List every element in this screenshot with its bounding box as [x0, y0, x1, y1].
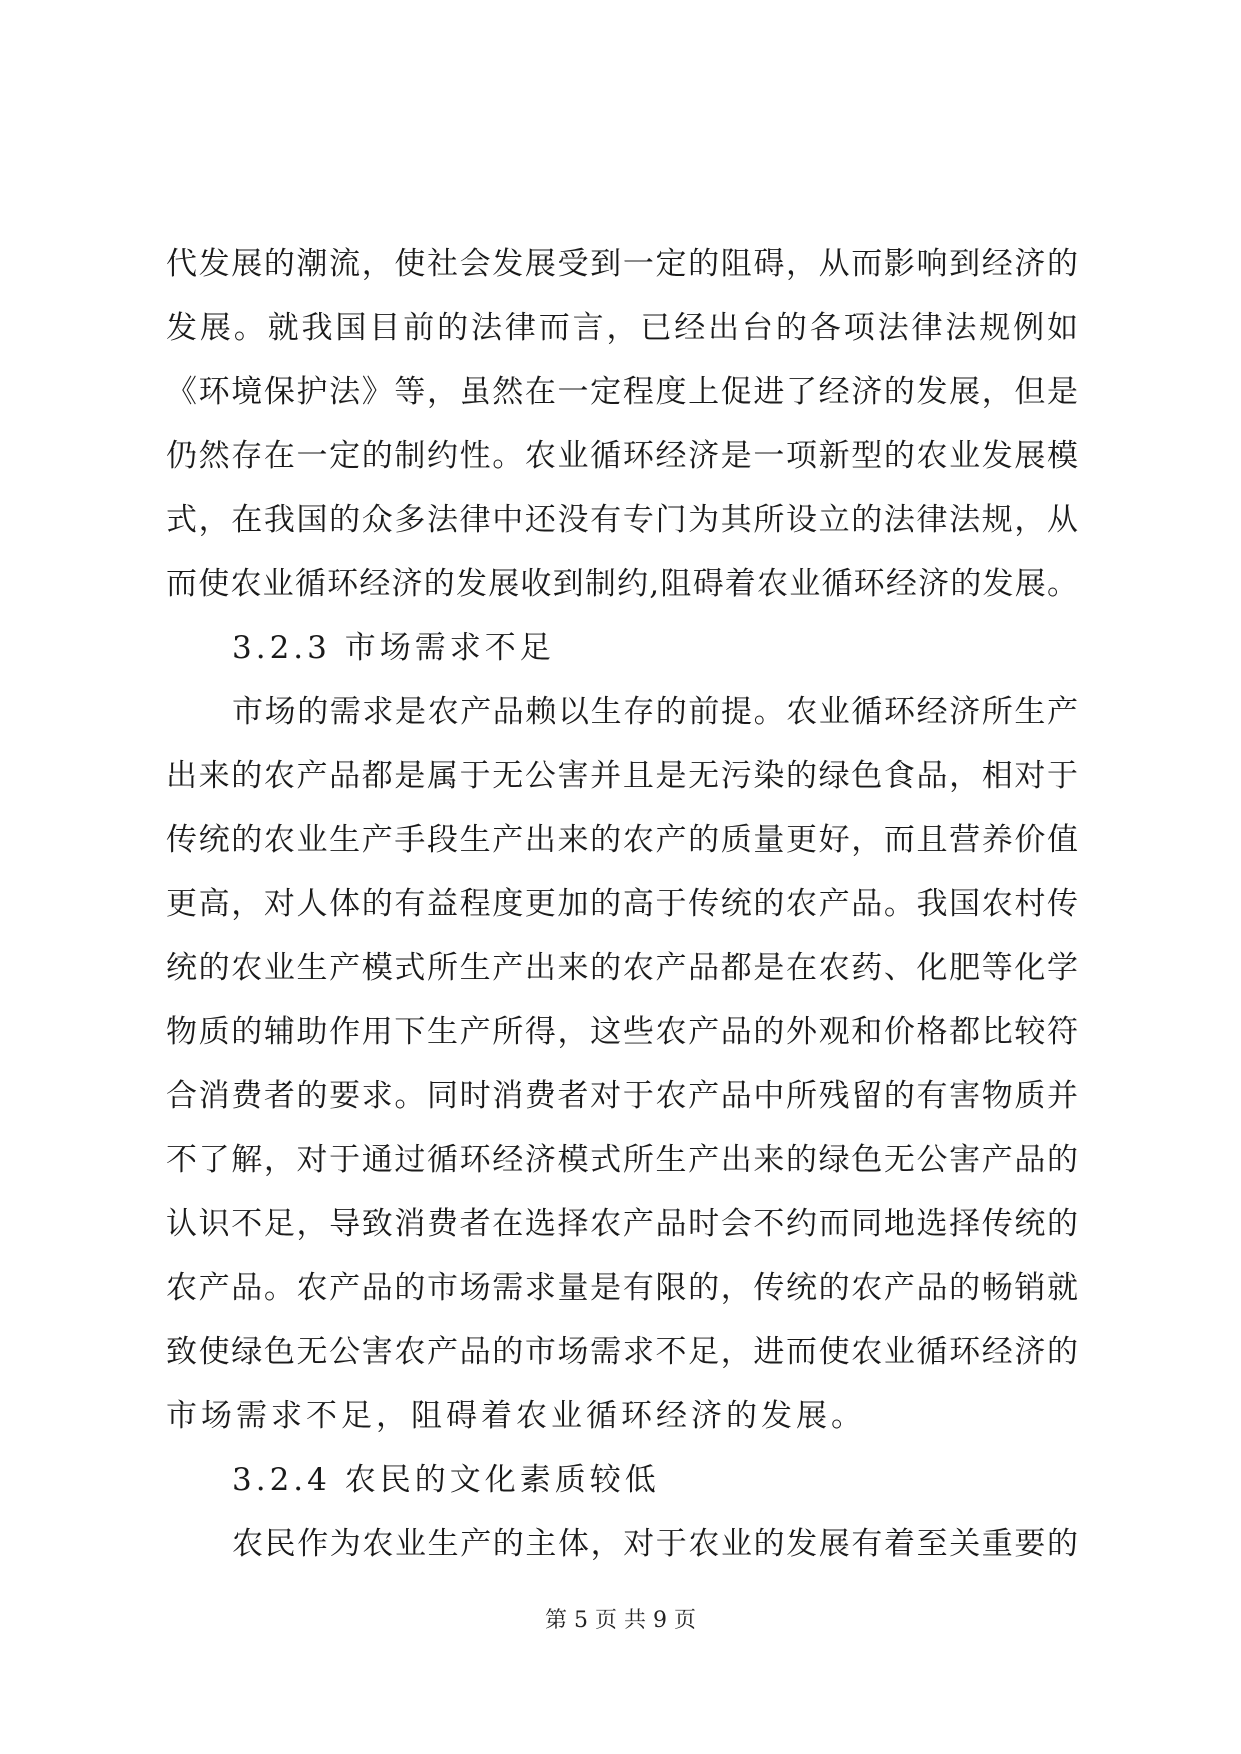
paragraph-line: 物质的辅助作用下生产所得，这些农产品的外观和价格都比较符 [166, 1014, 1078, 1050]
paragraph-line: 出来的农产品都是属于无公害并且是无污染的绿色食品，相对于 [166, 758, 1078, 794]
paragraph-line: 式，在我国的众多法律中还没有专门为其所设立的法律法规，从 [166, 502, 1078, 538]
paragraph-line: 合消费者的要求。同时消费者对于农产品中所残留的有害物质并 [166, 1078, 1078, 1114]
paragraph-line: 市场需求不足，阻碍着农业循环经济的发展。 [166, 1398, 866, 1434]
body-text [166, 232, 1078, 1576]
paragraph-line: 传统的农业生产手段生产出来的农产的质量更好，而且营养价值 [166, 822, 1078, 858]
paragraph-line: 更高，对人体的有益程度更加的高于传统的农产品。我国农村传 [166, 886, 1078, 922]
paragraph-line: 不了解，对于通过循环经济模式所生产出来的绿色无公害产品的 [166, 1142, 1078, 1178]
paragraph-line: 农民作为农业生产的主体，对于农业的发展有着至关重要的 [232, 1526, 1078, 1562]
paragraph-line: 市场的需求是农产品赖以生存的前提。农业循环经济所生产 [232, 694, 1078, 730]
section-heading: 3.2.3 市场需求不足 [232, 630, 555, 666]
paragraph-line: 认识不足，导致消费者在选择农产品时会不约而同地选择传统的 [166, 1206, 1078, 1242]
paragraph-line: 农产品。农产品的市场需求量是有限的，传统的农产品的畅销就 [166, 1270, 1078, 1306]
page-footer: 第 5 页 共 9 页 [545, 1608, 696, 1633]
paragraph-line: 《环境保护法》等，虽然在一定程度上促进了经济的发展，但是 [166, 374, 1078, 410]
paragraph-line: 代发展的潮流，使社会发展受到一定的阻碍，从而影响到经济的 [166, 246, 1078, 282]
paragraph-line: 而使农业循环经济的发展收到制约,阻碍着农业循环经济的发展。 [166, 566, 1078, 602]
paragraph-line: 致使绿色无公害农产品的市场需求不足，进而使农业循环经济的 [166, 1334, 1078, 1370]
paragraph-line: 仍然存在一定的制约性。农业循环经济是一项新型的农业发展模 [166, 438, 1078, 474]
paragraph-line: 统的农业生产模式所生产出来的农产品都是在农药、化肥等化学 [166, 950, 1078, 986]
section-heading: 3.2.4 农民的文化素质较低 [232, 1462, 660, 1498]
paragraph-line: 发展。就我国目前的法律而言，已经出台的各项法律法规例如 [166, 310, 1078, 346]
